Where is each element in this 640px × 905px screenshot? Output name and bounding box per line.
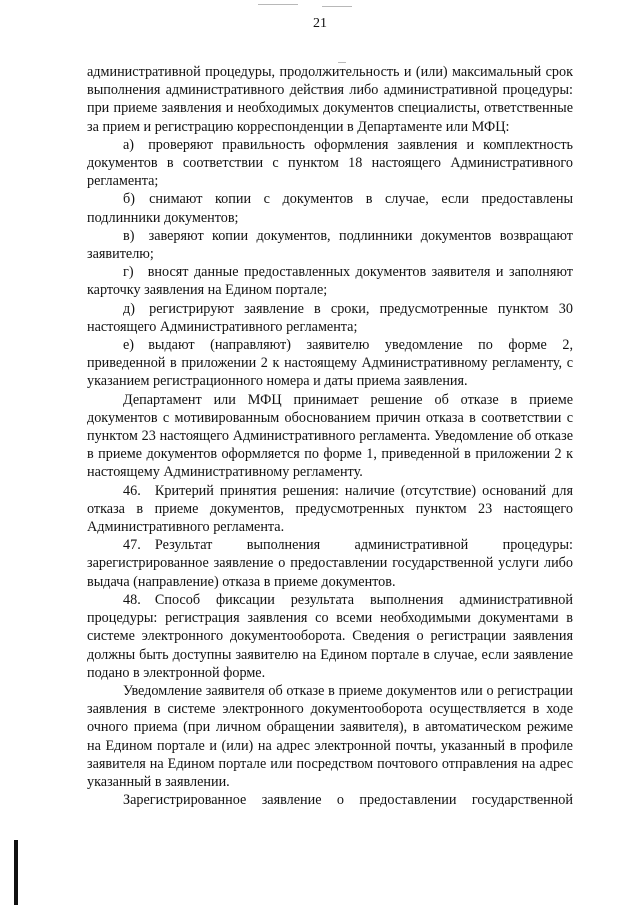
paragraph-notification: Уведомление заявителя об отказе в приеме документов или о регистрации заявления в системе электронного документооборота осуществляется в ходе очного приема (при личном обращении заявителя), в автоматическом режиме на Едином портале и (или) на адрес электронной почты, указанный в профиле заявителя на Едином портале или посредством почтового отправления на адрес указанный в заявлении. [87, 682, 573, 790]
scan-artifact [322, 6, 352, 7]
list-item-g: г) вносят данные предоставленных документов заявителя и заполняют карточку заявления на Едином портале; [87, 264, 573, 299]
clause-48: 48. Способ фиксации результата выполнения административной процедуры: регистрация заявления со всеми необходимыми документами в системе электронного документооборота. Сведения о регистрации заявления должны быть доступны заявителю на Едином портале в случае, если заявление подано в электронной форме. [87, 591, 573, 681]
clause-47: 47. Результат выполнения административной процедуры: зарегистрированное заявление о предоставлении государственной услуги либо выдача (направление) отказа в приеме документов. [87, 537, 573, 590]
list-item-v: в) заверяют копии документов, подлинники документов возвращают заявителю; [87, 227, 573, 263]
clause-46: 46. Критерий принятия решения: наличие (отсутствие) оснований для отказа в приеме документов, предусмотренных пунктом 23 настоящего Административного регламента. [87, 482, 573, 536]
list-item-e: е) выдают (направляют) заявителю уведомление по форме 2, приведенной в приложении 2 к настоящему Административному регламенту, с указанием регистрационного номера и даты приема заявления. [87, 337, 573, 390]
paragraph-refusal: Департамент или МФЦ принимает решение об отказе в приеме документов с мотивированным обоснованием причин отказа в соответствии с пунктом 23 настоящего Административного регламента. Уведомление об отказе в приеме документов оформляется по форме 1, приведенной в приложении 2 к настоящему Административному регламенту. [87, 391, 573, 481]
list-item-d: д) регистрируют заявление в сроки, предусмотренные пунктом 30 настоящего Административного регламента; [87, 300, 573, 335]
scan-edge-mark [14, 840, 18, 905]
list-item-a: а) проверяют правильность оформления заявления и комплектность документов в соответствии с пунктом 18 настоящего Административного регламента; [87, 136, 573, 190]
list-item-b: б) снимают копии с документов в случае, если предоставлены подлинники документов; [87, 191, 573, 226]
scan-artifact [258, 4, 298, 5]
page-number: 21 [313, 16, 327, 31]
paragraph-registered-continued: Зарегистрированное заявление о предоставлении государственной [123, 792, 573, 809]
paragraph-continuation: административной процедуры, продолжительность и (или) максимальный срок выполнения административного действия либо административной процедуры: при приеме заявления и необходимых документов специалисты, ответственные за прием и регистрацию корреспонденции в Департаменте или МФЦ: [87, 64, 573, 135]
document-body [87, 63, 573, 809]
